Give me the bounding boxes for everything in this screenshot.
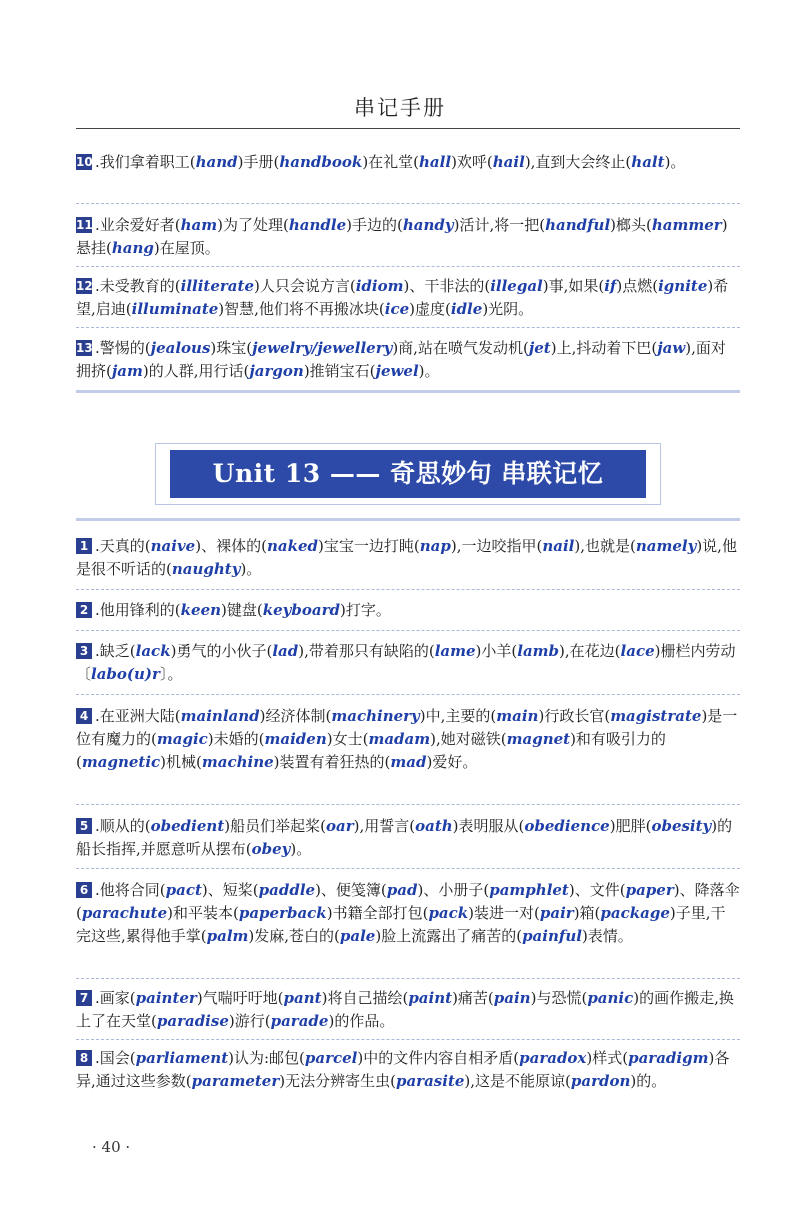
chinese-text: ),带着那只有缺陷的( (298, 642, 435, 660)
item-7 (76, 987, 740, 1033)
english-word: jaw (657, 339, 686, 357)
chinese-text: )小羊( (475, 642, 518, 660)
chinese-text: )认为:邮包( (228, 1049, 305, 1067)
chinese-text: )、便笺簿( (315, 881, 387, 899)
chinese-text: )栅栏内劳动〔 (76, 642, 736, 683)
item-number-badge: 7 (76, 990, 92, 1006)
english-word: palm (206, 927, 249, 945)
english-word: paradox (519, 1049, 587, 1067)
english-word: hang (111, 239, 154, 257)
english-word: jewelry/jewellery (252, 339, 393, 357)
english-word: illiterate (180, 277, 254, 295)
chinese-text: )在屋顶。 (153, 239, 220, 257)
english-word: ignite (658, 277, 708, 295)
english-word: magnetic (81, 753, 161, 771)
english-word: ham (180, 216, 218, 234)
chinese-text: )手册( (237, 153, 280, 171)
item-8 (76, 1047, 740, 1093)
chinese-text: )与恐慌( (530, 989, 588, 1007)
english-word: parcel (304, 1049, 358, 1067)
page-number: · 40 · (92, 1138, 131, 1156)
english-word: obesity (651, 817, 712, 835)
chinese-text: )人只会说方言( (254, 277, 356, 295)
english-word: paradise (156, 1012, 229, 1030)
english-word: oath (415, 817, 453, 835)
chinese-text: )商,站在喷气发动机( (392, 339, 529, 357)
chinese-text: )和有吸引力的( (76, 730, 666, 771)
chinese-text: 天真的( (99, 537, 151, 555)
chinese-text: )表情。 (581, 927, 633, 945)
chinese-text: )。 (418, 362, 440, 380)
running-header: 串记手册 (354, 96, 446, 120)
english-word: keyboard (262, 601, 341, 619)
english-word: mad (390, 753, 427, 771)
chinese-text: )活计,将一把( (453, 216, 546, 234)
chinese-text: )装进一对( (468, 904, 540, 922)
english-word: nap (419, 537, 451, 555)
chinese-text: ),也就是( (574, 537, 636, 555)
chinese-text: )中的文件内容自相矛盾( (357, 1049, 520, 1067)
english-word: nail (542, 537, 575, 555)
item-number-badge: 11 (76, 218, 93, 232)
chinese-text: )、降落伞( (76, 881, 740, 922)
english-word: magic (156, 730, 208, 748)
english-word: hall (419, 153, 452, 171)
english-word: lad (272, 642, 299, 660)
english-word: jealous (150, 339, 211, 357)
chinese-text: )、干非法的( (403, 277, 491, 295)
english-word: panic (587, 989, 634, 1007)
chinese-text: )女士( (326, 730, 369, 748)
item-5 (76, 815, 740, 861)
english-word: paddle (258, 881, 316, 899)
item-number-dot: . (95, 537, 100, 555)
english-word: oar (325, 817, 354, 835)
item-number-badge: 2 (76, 602, 92, 618)
chinese-text: )。 (240, 560, 262, 578)
english-word: pad (386, 881, 418, 899)
chinese-text: )说,他是很不听话的( (76, 537, 737, 578)
chinese-text: 他用锋利的( (99, 601, 181, 619)
item-number-dot: . (95, 153, 100, 171)
item-11 (76, 214, 740, 260)
chinese-text: )珠宝( (210, 339, 253, 357)
chinese-text: )肥胖( (609, 817, 652, 835)
item-number-badge: 13 (76, 341, 93, 355)
english-word: madam (368, 730, 431, 748)
english-word: if (604, 277, 617, 295)
chinese-text: )中,主要的( (419, 707, 497, 725)
english-word: naive (150, 537, 196, 555)
chinese-text: ),用誓言( (353, 817, 416, 835)
english-word: parade (270, 1012, 329, 1030)
english-word: pant (283, 989, 322, 1007)
divider (76, 266, 740, 267)
item-3 (76, 640, 740, 686)
section-end-band (76, 390, 740, 393)
item-number-badge: 1 (76, 538, 92, 554)
chinese-text: )行政长官( (538, 707, 611, 725)
chinese-text: )、裸体的( (195, 537, 267, 555)
english-word: painter (135, 989, 197, 1007)
chinese-text: ),一边咬指甲( (450, 537, 543, 555)
chinese-text: )经济体制( (259, 707, 332, 725)
chinese-text: )欢呼( (451, 153, 493, 171)
item-number-dot: . (95, 216, 100, 234)
chinese-text: 他将合同( (99, 881, 166, 899)
item-number-dot: . (95, 277, 100, 295)
chinese-text: )推销宝石( (303, 362, 376, 380)
english-word: halt (631, 153, 665, 171)
english-word: jewel (375, 362, 419, 380)
divider (76, 630, 740, 631)
english-word: paradigm (628, 1049, 709, 1067)
chinese-text: )宝宝一边打盹( (318, 537, 420, 555)
english-word: ice (384, 300, 410, 318)
item-number-badge: 8 (76, 1050, 92, 1066)
english-word: handle (288, 216, 347, 234)
chinese-text: )键盘( (221, 601, 263, 619)
english-word: hand (195, 153, 238, 171)
english-word: package (600, 904, 670, 922)
item-4 (76, 705, 740, 774)
item-number-badge: 12 (76, 279, 93, 293)
item-2 (76, 599, 740, 622)
chinese-text: )希望,启迪( (76, 277, 729, 318)
chinese-text: )发麻,苍白的( (248, 927, 340, 945)
english-word: namely (635, 537, 697, 555)
chinese-text: 缺乏( (99, 642, 136, 660)
english-word: lack (135, 642, 171, 660)
english-word: handy (402, 216, 454, 234)
chinese-text: )痛苦( (452, 989, 494, 1007)
item-number-dot: . (95, 1049, 100, 1067)
english-word: illegal (490, 277, 543, 295)
chinese-text: )子里,干完这些,累得他手掌( (76, 904, 726, 945)
chinese-text: )箱( (573, 904, 601, 922)
divider (76, 589, 740, 590)
chinese-text: )打字。 (340, 601, 391, 619)
english-word: naughty (171, 560, 241, 578)
item-13 (76, 337, 740, 383)
chinese-text: ),她对磁铁( (430, 730, 507, 748)
english-word: paper (625, 881, 674, 899)
item-number-badge: 10 (76, 155, 93, 169)
chinese-text: )上,抖动着下巴( (550, 339, 658, 357)
chinese-text: )样式( (586, 1049, 629, 1067)
chinese-text: 我们拿着职工( (99, 153, 196, 171)
divider (76, 327, 740, 328)
chinese-text: 顺从的( (99, 817, 151, 835)
chinese-text: )点燃( (616, 277, 659, 295)
english-word: mainland (180, 707, 260, 725)
chinese-text: )光阴。 (482, 300, 534, 318)
unit-banner (155, 443, 661, 505)
english-word: machinery (331, 707, 420, 725)
english-word: hammer (651, 216, 722, 234)
chinese-text: )各异,通过这些参数( (76, 1049, 730, 1090)
chinese-text: )船员们举起桨( (224, 817, 326, 835)
chinese-text: )将自己描绘( (321, 989, 409, 1007)
chinese-text: )是一位有魔力的( (76, 707, 738, 748)
chinese-text: 在亚洲大陆( (99, 707, 181, 725)
english-word: labo(u)r (91, 665, 160, 683)
unit-title: Unit 13 —— 奇思妙句 串联记忆 (170, 450, 646, 498)
chinese-text: )气喘吁吁地( (196, 989, 284, 1007)
chinese-text: )为了处理( (217, 216, 289, 234)
english-word: pale (339, 927, 376, 945)
english-word: parliament (135, 1049, 229, 1067)
chinese-text: )无法分辨寄生虫( (279, 1072, 396, 1090)
english-word: main (496, 707, 539, 725)
chinese-text: ),在花边( (559, 642, 621, 660)
english-word: lamb (517, 642, 560, 660)
english-word: naked (266, 537, 319, 555)
section-start-band (76, 518, 740, 521)
chinese-text: )在礼堂( (362, 153, 420, 171)
chinese-text: )悬挂( (76, 216, 728, 257)
chinese-text: )。 (290, 840, 312, 858)
english-word: pardon (570, 1072, 631, 1090)
item-number-dot: . (95, 881, 100, 899)
divider (76, 203, 740, 204)
english-word: idiom (355, 277, 404, 295)
item-number-badge: 5 (76, 818, 92, 834)
chinese-text: 业余爱好者( (99, 216, 181, 234)
english-word: lame (434, 642, 476, 660)
english-word: paint (408, 989, 453, 1007)
divider (76, 978, 740, 979)
header-rule (76, 128, 740, 129)
english-word: handbook (279, 153, 363, 171)
chinese-text: )未婚的( (207, 730, 265, 748)
item-number-dot: . (95, 989, 100, 1007)
chinese-text: )手边的( (346, 216, 403, 234)
chinese-text: )和平装本( (167, 904, 239, 922)
chinese-text: )智慧,他们将不再搬冰块( (218, 300, 385, 318)
item-number-dot: . (95, 707, 100, 725)
english-word: maiden (264, 730, 327, 748)
english-word: pair (539, 904, 574, 922)
item-10 (76, 151, 740, 174)
chinese-text: )。 (664, 153, 686, 171)
chinese-text: )勇气的小伙子( (170, 642, 273, 660)
english-word: jargon (249, 362, 304, 380)
english-word: jet (528, 339, 551, 357)
item-number-dot: . (95, 817, 100, 835)
english-word: lace (620, 642, 655, 660)
chinese-text: )游行( (228, 1012, 271, 1030)
chinese-text: )脸上流露出了痛苦的( (375, 927, 523, 945)
item-number-badge: 3 (76, 643, 92, 659)
english-word: parameter (191, 1072, 280, 1090)
chinese-text: 〕。 (159, 665, 183, 683)
english-word: handful (545, 216, 611, 234)
chinese-text: )榔头( (610, 216, 652, 234)
chinese-text: )表明服从( (452, 817, 525, 835)
chinese-text: )、短桨( (201, 881, 259, 899)
chinese-text: )的船长指挥,并愿意听从摆布( (76, 817, 733, 858)
item-1 (76, 535, 740, 581)
english-word: painful (522, 927, 582, 945)
chinese-text: 画家( (99, 989, 136, 1007)
chinese-text: )装置有着狂热的( (273, 753, 391, 771)
english-word: magnet (506, 730, 571, 748)
english-word: parasite (395, 1072, 465, 1090)
english-word: illuminate (131, 300, 219, 318)
english-word: pact (165, 881, 202, 899)
english-word: idle (450, 300, 483, 318)
chinese-text: )、文件( (568, 881, 626, 899)
chinese-text: )爱好。 (426, 753, 478, 771)
english-word: obey (251, 840, 291, 858)
chinese-text: ),这是不能原谅( (464, 1072, 571, 1090)
item-12 (76, 275, 740, 321)
divider (76, 694, 740, 695)
item-number-badge: 6 (76, 882, 92, 898)
chinese-text: 未受教育的( (99, 277, 181, 295)
english-word: pain (493, 989, 531, 1007)
english-word: hail (492, 153, 525, 171)
chinese-text: )书籍全部打包( (326, 904, 429, 922)
chinese-text: )的作品。 (328, 1012, 395, 1030)
item-number-dot: . (95, 339, 100, 357)
english-word: parachute (81, 904, 168, 922)
english-word: magistrate (610, 707, 702, 725)
chinese-text: )事,如果( (542, 277, 605, 295)
english-word: machine (201, 753, 274, 771)
english-word: paperback (238, 904, 327, 922)
divider (76, 804, 740, 805)
chinese-text: 警惕的( (99, 339, 151, 357)
chinese-text: ),面对拥挤( (76, 339, 726, 380)
english-word: pack (428, 904, 469, 922)
english-word: obedience (524, 817, 610, 835)
english-word: jam (111, 362, 143, 380)
item-number-dot: . (95, 601, 100, 619)
chinese-text: )虚度( (409, 300, 451, 318)
english-word: pamphlet (489, 881, 569, 899)
english-word: obedient (150, 817, 225, 835)
chinese-text: )的画作搬走,换上了在天堂( (76, 989, 734, 1030)
chinese-text: )机械( (160, 753, 202, 771)
item-number-dot: . (95, 642, 100, 660)
divider (76, 868, 740, 869)
chinese-text: )、小册子( (417, 881, 490, 899)
item-number-badge: 4 (76, 708, 92, 724)
divider (76, 1039, 740, 1040)
chinese-text: 国会( (99, 1049, 136, 1067)
item-6 (76, 879, 740, 948)
chinese-text: )的人群,用行话( (142, 362, 250, 380)
chinese-text: )的。 (630, 1072, 667, 1090)
english-word: keen (180, 601, 222, 619)
chinese-text: ),直到大会终止( (524, 153, 632, 171)
